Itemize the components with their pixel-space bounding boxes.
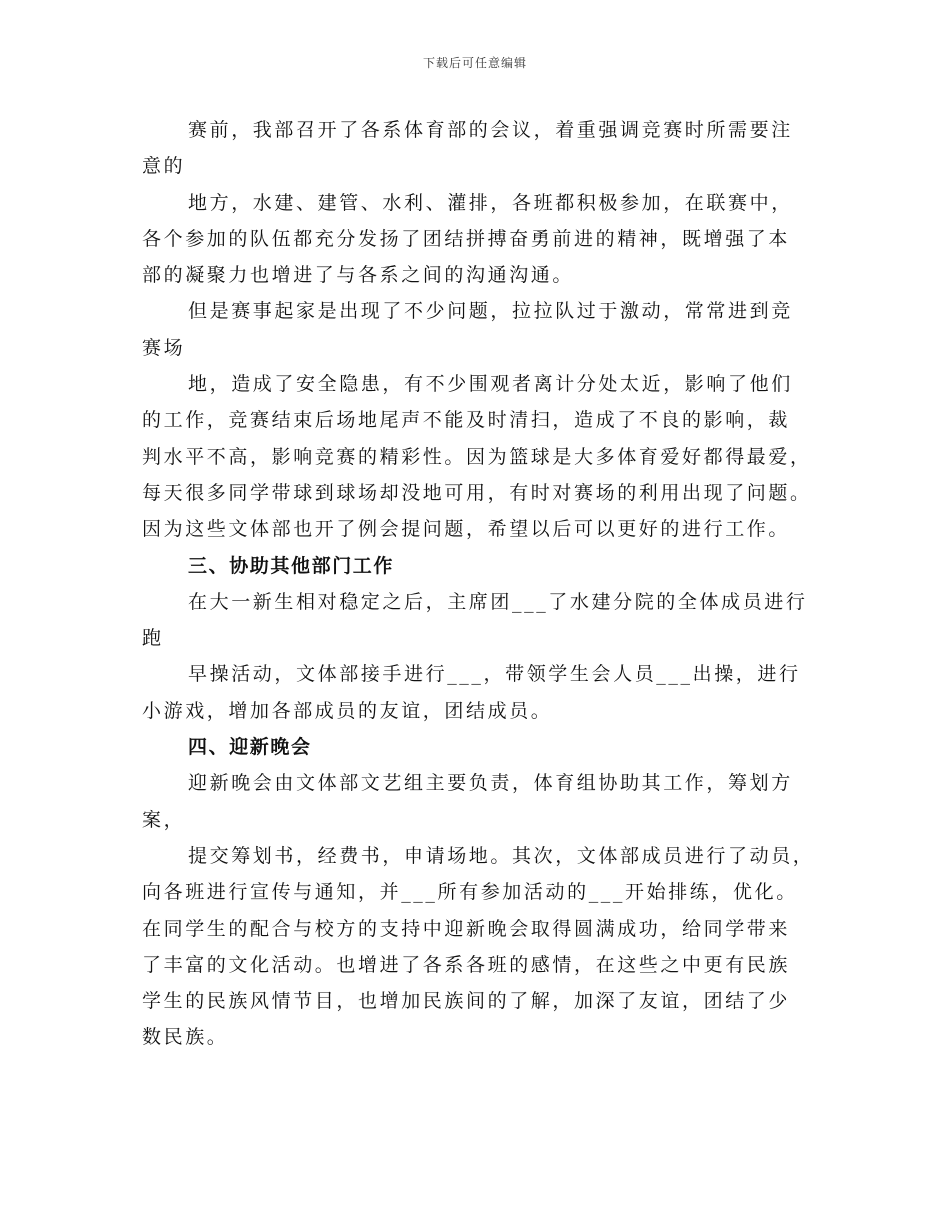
- paragraph-line: 在同学生的配合与校方的支持中迎新晚会取得圆满成功，给同学带来: [142, 917, 791, 940]
- paragraph-line: 每天很多同学带球到球场却没地可用，有时对赛场的利用出现了问题。: [142, 481, 812, 504]
- paragraph-line: 向各班进行宣传与通知，并___所有参加活动的___开始排练，优化。: [142, 881, 798, 904]
- paragraph-line: 部的凝聚力也增进了与各系之间的沟通沟通。: [142, 264, 575, 287]
- paragraph-line: 地，造成了安全隐患，有不少围观者离计分处太近，影响了他们: [188, 373, 793, 396]
- paragraph-line: 因为这些文体部也开了例会提问题，希望以后可以更好的进行工作。: [142, 518, 791, 541]
- paragraph-line: 地方，水建、建管、水利、灌排，各班都积极参加，在联赛中，: [188, 191, 793, 214]
- paragraph-line: 赛场: [142, 336, 186, 359]
- paragraph-line: 赛前，我部召开了各系体育部的会议，着重强调竞赛时所需要注: [188, 119, 793, 141]
- paragraph-line: 学生的民族风情节目，也增加民族间的了解，加深了友谊，团结了少: [142, 990, 791, 1013]
- paragraph-line: 在大一新生相对稳定之后，主席团___了水建分院的全体成员进行: [188, 590, 808, 613]
- paragraph-line: 了丰富的文化活动。也增进了各系各班的感情，在这些之中更有民族: [142, 953, 791, 976]
- paragraph-line: 意的: [142, 155, 186, 178]
- paragraph-line: 各个参加的队伍都充分发扬了团结拼搏奋勇前进的精神，既增强了本: [142, 227, 791, 250]
- paragraph-line: 判水平不高，影响竞赛的精彩性。因为篮球是大多体育爱好都得最爱，: [142, 445, 812, 468]
- section-heading: 四、迎新晚会: [188, 736, 312, 759]
- paragraph-line: 迎新晚会由文体部文艺组主要负责，体育组协助其工作，筹划方: [188, 772, 793, 795]
- paragraph-line: 小游戏，增加各部成员的友谊，团结成员。: [142, 699, 553, 722]
- section-heading: 三、协助其他部门工作: [188, 554, 395, 577]
- document-body: [142, 112, 814, 1056]
- paragraph-line: 的工作，竞赛结束后场地尾声不能及时清扫，造成了不良的影响，裁: [142, 409, 791, 432]
- paragraph-line: 案，: [142, 808, 186, 831]
- paragraph-line: 提交筹划书，经费书，申请场地。其次，文体部成员进行了动员，: [188, 844, 815, 867]
- paragraph-line: 但是赛事起家是出现了不少问题，拉拉队过于激动，常常进到竞: [188, 300, 793, 323]
- paragraph-line: 数民族。: [142, 1026, 229, 1049]
- paragraph-line: 跑: [142, 627, 164, 650]
- paragraph-line: 早操活动，文体部接手进行___，带领学生会人员___出操，进行: [188, 663, 801, 686]
- page-header: 下载后可任意编辑: [422, 56, 527, 70]
